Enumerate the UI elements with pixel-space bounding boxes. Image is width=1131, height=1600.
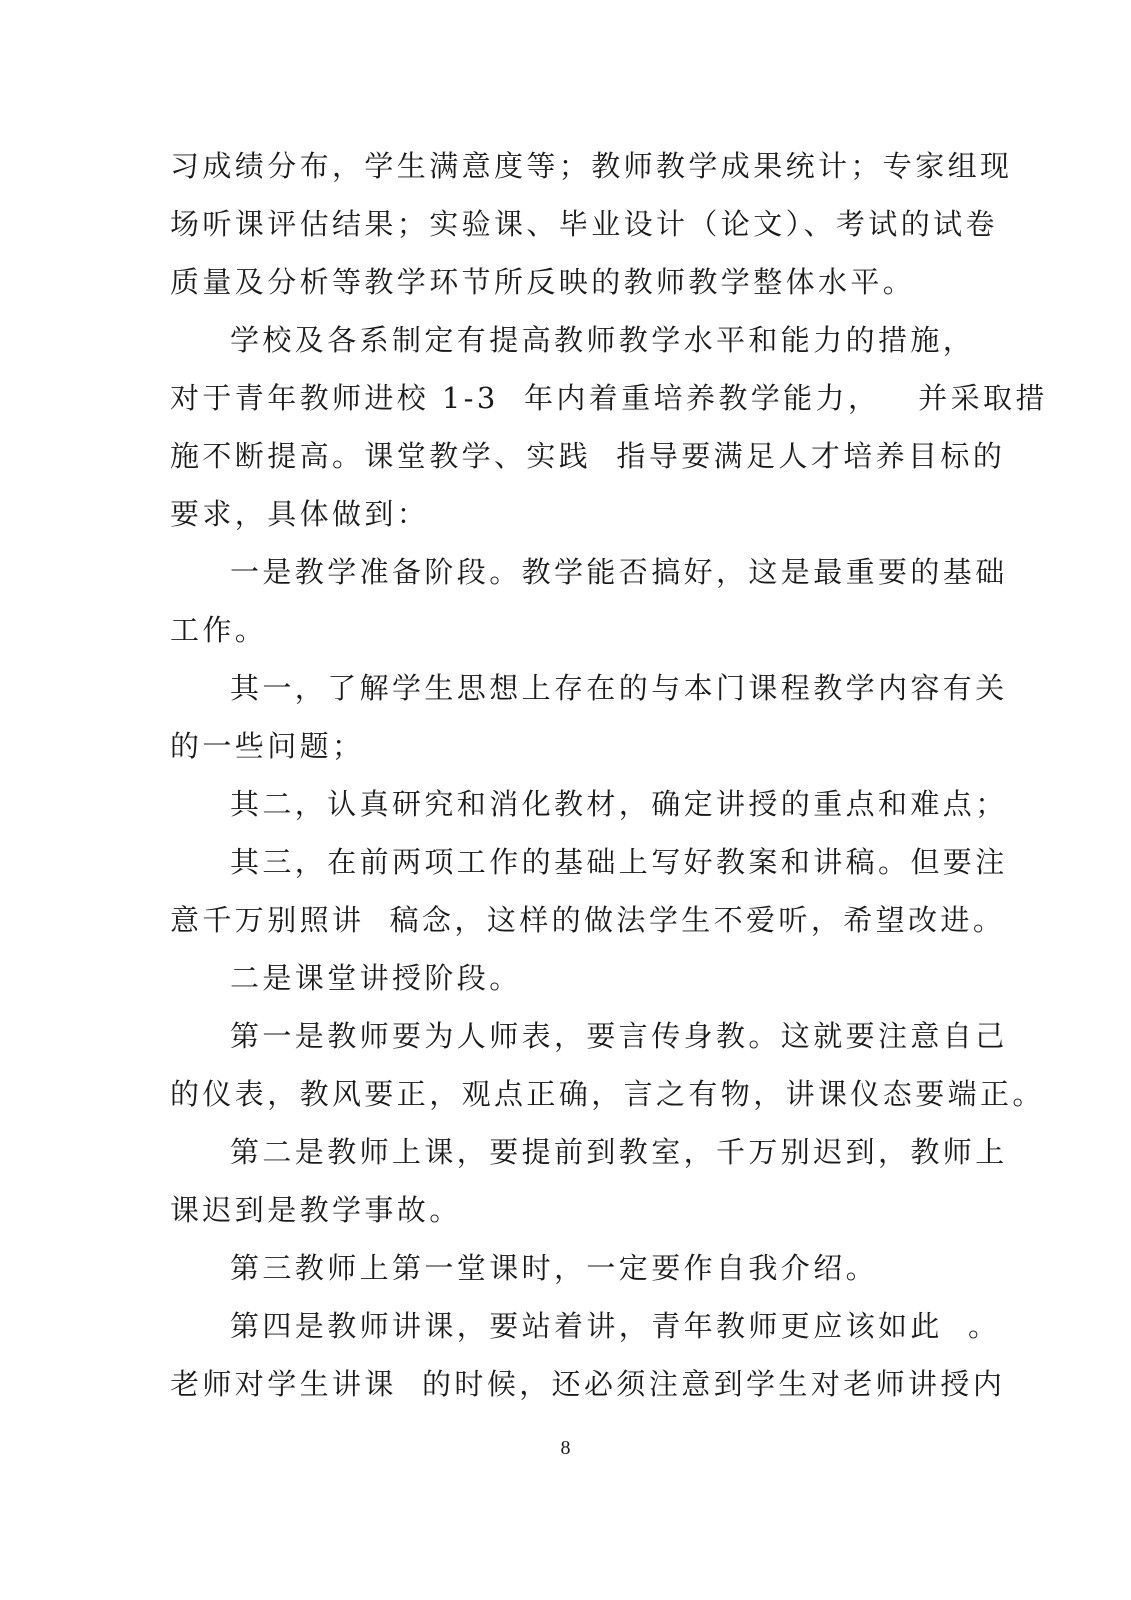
- text-line: 施不断提高。课堂教学、实践 指导要满足人才培养目标的: [170, 439, 1006, 473]
- paragraph-first-line: 一是教学准备阶段。教学能否搞好，这是最重要的基础: [230, 555, 1008, 589]
- paragraph-first-line: 学校及各系制定有提高教师教学水平和能力的措施，: [230, 323, 976, 357]
- text-line: 课迟到是教学事故。: [170, 1193, 462, 1227]
- text-line: 要求，具体做到：: [170, 497, 430, 531]
- paragraph-first-line: 第二是教师上课，要提前到教室，千万别迟到，教师上: [230, 1135, 1008, 1169]
- text-line: 的仪表，教风要正，观点正确，言之有物，讲课仪态要端正。: [170, 1077, 1045, 1111]
- paragraph-first-line: 其二，认真研究和消化教材，确定讲授的重点和难点；: [230, 787, 1008, 821]
- paragraph-first-line: 其三，在前两项工作的基础上写好教案和讲稿。但要注: [230, 845, 1008, 879]
- paragraph-first-line: 第三教师上第一堂课时，一定要作自我介绍。: [230, 1251, 879, 1285]
- text-line: 的一些问题；: [170, 729, 365, 763]
- text-line: 场听课评估结果；实验课、毕业设计（论文）、考试的试卷: [170, 207, 998, 241]
- text-line: 对于青年教师进校 1-3 年内着重培养教学能力， 并采取措: [170, 381, 1048, 415]
- paragraph-first-line: 二是课堂讲授阶段。: [230, 961, 522, 995]
- text-line: 习成绩分布，学生满意度等；教师教学成果统计；专家组现: [170, 149, 1013, 183]
- paragraph-first-line: 第一是教师要为人师表，要言传身教。这就要注意自己: [230, 1019, 1008, 1053]
- text-line: 工作。: [170, 613, 268, 647]
- text-line: 老师对学生讲课 的时候，还必须注意到学生对老师讲授内: [170, 1367, 1006, 1401]
- paragraph-first-line: 其一，了解学生思想上存在的与本门课程教学内容有关: [230, 671, 1008, 705]
- text-line: 质量及分析等教学环节所反映的教师教学整体水平。: [170, 265, 916, 299]
- text-line: 意千万别照讲 稿念，这样的做法学生不爱听，希望改进。: [170, 903, 1006, 937]
- paragraph-first-line: 第四是教师讲课，要站着讲，青年教师更应该如此 。: [230, 1309, 1001, 1343]
- page-number: 8: [560, 1437, 571, 1459]
